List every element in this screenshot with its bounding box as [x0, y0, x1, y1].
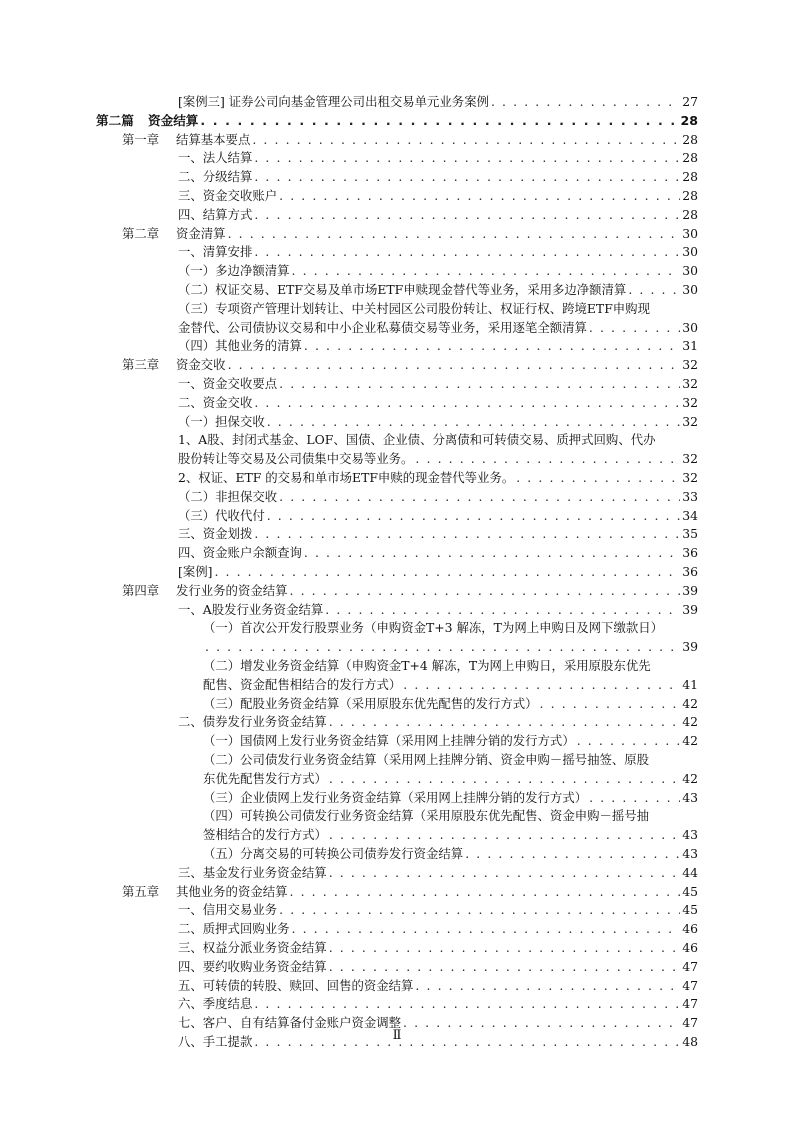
- toc-leader-dots: [491, 94, 680, 109]
- toc-entry[interactable]: [178, 391, 698, 410]
- toc-leader-dots: [589, 790, 680, 805]
- toc-page-number: 31: [682, 338, 698, 354]
- toc-entry[interactable]: [178, 485, 698, 504]
- toc-entry-title: （三）企业债网上发行业务资金结算（采用网上挂牌分销的发行方式）: [203, 789, 588, 805]
- toc-page-number: 45: [682, 902, 698, 918]
- toc-entry[interactable]: [203, 616, 698, 635]
- toc-leader-dots: [329, 959, 681, 974]
- toc-leader-dots: [403, 677, 680, 692]
- toc-entry[interactable]: [178, 917, 698, 936]
- toc-entry-title: （三）专项资产管理计划转让、中关村园区公司股份转让、权证行权、跨境ETF申购现: [178, 300, 650, 316]
- toc-entry-title: 四、要约收购业务资金结算: [178, 958, 327, 974]
- toc-entry-title: 二、债券发行业务资金结算: [178, 714, 327, 730]
- toc-entry[interactable]: [203, 673, 698, 692]
- toc-leader-dots: [228, 226, 681, 241]
- toc-entry-title: [案例]: [178, 564, 213, 579]
- toc-entry-title: 2、权证、ETF 的交易和单市场ETF申赎的现金替代等业务。: [178, 470, 515, 485]
- toc-page-number: 28: [682, 188, 698, 203]
- toc-entry-title: 五、可转债的转股、赎回、回售的资金结算: [178, 977, 414, 993]
- toc-page-number: 30: [682, 225, 698, 241]
- toc-entry[interactable]: [203, 635, 698, 654]
- toc-leader-dots: [279, 188, 680, 203]
- toc-entry-title: 四、结算方式: [178, 206, 253, 222]
- toc-entry[interactable]: [203, 692, 698, 711]
- toc-entry[interactable]: [178, 278, 698, 297]
- toc-entry[interactable]: [178, 146, 698, 165]
- toc-entry-title: （一）担保交收: [178, 413, 265, 429]
- toc-page-number: 47: [682, 996, 698, 1012]
- toc-page-number: 45: [682, 883, 698, 899]
- toc-entry[interactable]: [203, 729, 698, 748]
- toc-entry[interactable]: [122, 353, 698, 372]
- toc-entry[interactable]: [178, 165, 698, 184]
- toc-leader-dots: [329, 827, 680, 842]
- toc-chapter-label: 第三章: [122, 357, 160, 373]
- toc-entry[interactable]: [203, 823, 698, 842]
- toc-leader-dots: [577, 733, 681, 748]
- toc-entry[interactable]: [178, 522, 698, 541]
- toc-page-number: 39: [682, 601, 698, 617]
- toc-entry[interactable]: [178, 936, 698, 955]
- toc-page-number: 32: [682, 451, 698, 467]
- toc-leader-dots: [415, 978, 680, 993]
- toc-entry[interactable]: [178, 316, 698, 335]
- toc-entry[interactable]: [122, 222, 698, 241]
- toc-entry[interactable]: [203, 786, 698, 805]
- toc-entry[interactable]: [178, 297, 698, 316]
- toc-page-number: 47: [682, 958, 698, 974]
- toc-page-number: 48: [682, 1034, 698, 1049]
- toc-entry[interactable]: [178, 955, 698, 974]
- toc-entry[interactable]: [203, 748, 698, 767]
- toc-entry-title: 三、资金划拨: [178, 526, 253, 542]
- toc-entry-title: 股份转让等交易及公司债集中交易等业务。: [178, 451, 414, 467]
- toc-entry[interactable]: [203, 842, 698, 861]
- toc-entry[interactable]: [178, 259, 698, 278]
- toc-entry-title: 三、权益分派业务资金结算: [178, 940, 327, 955]
- toc-leader-dots: [290, 884, 681, 899]
- toc-entry-title: 二、资金交收: [178, 394, 253, 410]
- toc-entry[interactable]: [178, 466, 698, 485]
- toc-page-number: 35: [682, 526, 698, 542]
- toc-leader-dots: [279, 489, 680, 504]
- toc-page-number: 28: [680, 112, 698, 128]
- toc-entry[interactable]: [178, 447, 698, 466]
- toc-entry[interactable]: [178, 974, 698, 993]
- toc-entry-title: 六、季度结息: [178, 996, 253, 1012]
- toc-page-number: 30: [682, 244, 698, 260]
- toc-entry[interactable]: [203, 654, 698, 673]
- toc-entry-title: 发行业务的资金结算: [176, 582, 288, 598]
- toc-page-number: 30: [682, 263, 698, 279]
- toc-leader-dots: [267, 508, 680, 523]
- toc-page-number: 42: [682, 733, 698, 749]
- toc-leader-dots: [254, 996, 680, 1011]
- toc-chapter-label: 第二章: [122, 225, 160, 241]
- toc-entry-title: 金替代、公司债协议交易和中小企业私募债交易等业务，采用逐笔全额清算: [178, 319, 587, 335]
- toc-entry[interactable]: [178, 372, 698, 391]
- toc-entry-title: 其他业务的资金结算: [176, 883, 288, 899]
- toc-page-number: 32: [682, 357, 698, 373]
- toc-entry-title: 资金交收: [176, 357, 226, 373]
- toc-entry-title: （三）配股业务资金结算（采用原股东优先配售的发行方式）: [203, 695, 538, 711]
- toc-page-number: 32: [682, 470, 698, 485]
- toc-entry-title: 资金清算: [176, 225, 226, 241]
- toc-entry-title: 七、客户、自有结算备付金账户资金调整: [178, 1015, 402, 1031]
- toc-leader-dots: [329, 771, 680, 786]
- toc-page-number: 42: [682, 770, 698, 786]
- toc-page-number: 28: [682, 150, 698, 166]
- toc-entry-title: 一、清算安排: [178, 244, 253, 260]
- toc-entry[interactable]: [178, 203, 698, 222]
- toc-page-number: 27: [682, 94, 698, 109]
- toc-leader-dots: [254, 244, 680, 259]
- toc-leader-dots: [540, 696, 681, 711]
- toc-page-number: 32: [682, 394, 698, 410]
- toc-leader-dots: [325, 602, 680, 617]
- toc-entry-title: 二、分级结算: [178, 169, 253, 185]
- toc-leader-dots: [254, 169, 680, 184]
- toc-entry[interactable]: [122, 579, 698, 598]
- toc-entry-title: 三、资金交收账户: [178, 188, 278, 203]
- toc-entry[interactable]: [178, 541, 698, 560]
- toc-leader-dots: [329, 714, 681, 729]
- toc-leader-dots: [329, 940, 681, 955]
- toc-entry-title: 一、资金交收要点: [178, 376, 278, 391]
- toc-leader-dots: [254, 526, 680, 541]
- toc-entry-title: （二）权证交易、ETF交易及单市场ETF申赎现金替代等业务，采用多边净额清算: [178, 282, 627, 297]
- toc-entry[interactable]: [122, 880, 698, 899]
- toc-leader-dots: [200, 113, 678, 128]
- toc-entry-title: 四、资金账户余额查询: [178, 545, 302, 561]
- toc-page-number: 41: [682, 676, 698, 692]
- toc-entry-title: （四）可转换公司债发行业务资金结算（采用原股东优先配售、资金申购－摇号抽: [203, 808, 650, 824]
- toc-page-number: 33: [682, 488, 698, 504]
- toc-entry-title: （二）增发业务资金结算（申购资金T+4 解冻，T为网上申购日，采用原股东优先: [203, 658, 651, 673]
- toc-page-number: 43: [682, 846, 698, 861]
- toc-entry-title: （一）国债网上发行业务资金结算（采用网上挂牌分销的发行方式）: [203, 733, 575, 749]
- toc-page-number: 34: [682, 507, 698, 523]
- toc-entry-title: （四）其他业务的清算: [178, 338, 302, 354]
- toc-leader-dots: [279, 376, 680, 391]
- toc-page-number: 46: [682, 940, 698, 955]
- toc-page-number: 36: [682, 564, 698, 579]
- toc-entry-title: 三、基金发行业务资金结算: [178, 864, 327, 880]
- toc-entry-title: 结算基本要点: [176, 131, 251, 147]
- toc-leader-dots: [304, 338, 680, 353]
- toc-page-number: 30: [682, 319, 698, 335]
- toc-entry-title: （一）首次公开发行股票业务（申购资金T+3 解冻，T为网上申购日及网下缴款日）: [203, 620, 664, 636]
- toc-page-number: 39: [682, 639, 698, 655]
- toc-leader-dots: [465, 846, 680, 861]
- toc-page-number: 42: [682, 714, 698, 730]
- toc-entry[interactable]: [178, 334, 698, 353]
- toc-entry[interactable]: [178, 90, 698, 109]
- toc-entry-title: （三）代收代付: [178, 507, 265, 523]
- toc-entry[interactable]: [203, 767, 698, 786]
- toc-entry-title: （二）非担保交收: [178, 488, 278, 504]
- toc-page-number: 42: [682, 695, 698, 711]
- toc-entry-title: 八、手工提款: [178, 1034, 253, 1049]
- toc-leader-dots: [228, 357, 681, 372]
- toc-entry-title: （一）多边净额清算: [178, 263, 290, 279]
- toc-chapter-label: 第二篇: [96, 112, 134, 128]
- toc-leader-dots: [205, 639, 680, 654]
- toc-entry[interactable]: [178, 560, 698, 579]
- toc-entry-title: 1、A股、封闭式基金、LOF、国债、企业债、分离债和可转债交易、质押式回购、代办: [178, 432, 656, 448]
- toc-entry[interactable]: [178, 240, 698, 259]
- toc-page-number: 47: [682, 1015, 698, 1031]
- toc-chapter-label: 第一章: [122, 131, 160, 147]
- toc-entry[interactable]: [178, 504, 698, 523]
- toc-page-number: 30: [682, 282, 698, 297]
- toc-entry[interactable]: [178, 184, 698, 203]
- toc-entry-title: 东优先配售发行方式）: [203, 770, 327, 786]
- toc-entry[interactable]: [122, 128, 698, 147]
- toc-leader-dots: [214, 564, 680, 579]
- toc-chapter-label: 第五章: [122, 883, 160, 899]
- toc-entry[interactable]: [178, 992, 698, 1011]
- toc-entry[interactable]: [178, 598, 698, 617]
- toc-leader-dots: [252, 132, 680, 147]
- toc-page-number: 32: [682, 413, 698, 429]
- toc-leader-dots: [290, 583, 681, 598]
- toc-entry-title: 一、A股发行业务资金结算: [178, 601, 324, 617]
- toc-leader-dots: [415, 451, 680, 466]
- toc-page-number: 44: [682, 864, 698, 880]
- toc-leader-dots: [304, 545, 680, 560]
- toc-page-number: 43: [682, 789, 698, 805]
- toc-entry-title: （五）分离交易的可转换公司债券发行资金结算: [203, 846, 464, 861]
- toc-leader-dots: [329, 865, 681, 880]
- toc-entry-title: （二）公司债发行业务资金结算（采用网上挂牌分销、资金申购－摇号抽签、原股: [203, 752, 650, 767]
- toc-page-number: 32: [682, 376, 698, 391]
- toc-entry-title: 配售、资金配售相结合的发行方式）: [203, 676, 402, 692]
- toc-leader-dots: [254, 150, 680, 165]
- toc-leader-dots: [254, 395, 680, 410]
- toc-entry-title: 签相结合的发行方式）: [203, 827, 327, 843]
- toc-entry[interactable]: [203, 804, 698, 823]
- toc-page-number: 28: [682, 169, 698, 185]
- toc-entry-title: 一、法人结算: [178, 150, 253, 166]
- toc-entry[interactable]: [178, 428, 698, 447]
- toc-leader-dots: [628, 282, 680, 297]
- toc-page-number: 46: [682, 921, 698, 937]
- toc-leader-dots: [292, 263, 681, 278]
- toc-page-number: 28: [682, 131, 698, 147]
- toc-page-number: 43: [682, 827, 698, 843]
- toc-chapter-label: 第四章: [122, 582, 160, 598]
- toc-entry[interactable]: [178, 898, 698, 917]
- toc-leader-dots: [267, 414, 680, 429]
- toc-leader-dots: [292, 921, 681, 936]
- toc-leader-dots: [279, 902, 680, 917]
- toc-page-number: 47: [682, 977, 698, 993]
- toc-entry[interactable]: [178, 710, 698, 729]
- toc-page-number: 36: [682, 545, 698, 561]
- toc-leader-dots: [589, 320, 680, 335]
- page-footer-number: Ⅱ: [392, 1028, 402, 1043]
- toc-page-number: 28: [682, 206, 698, 222]
- toc-page-number: 39: [682, 582, 698, 598]
- toc-entry[interactable]: [178, 861, 698, 880]
- toc-entry-title: 资金结算: [148, 112, 199, 128]
- toc-entry[interactable]: [96, 109, 698, 128]
- toc-leader-dots: [516, 470, 680, 485]
- toc-leader-dots: [254, 207, 680, 222]
- toc-entry-title: 二、质押式回购业务: [178, 921, 290, 937]
- toc-entry-title: 一、信用交易业务: [178, 902, 278, 918]
- toc-entry[interactable]: [178, 410, 698, 429]
- toc-entry-title: [案例三] 证券公司向基金管理公司出租交易单元业务案例: [178, 94, 489, 109]
